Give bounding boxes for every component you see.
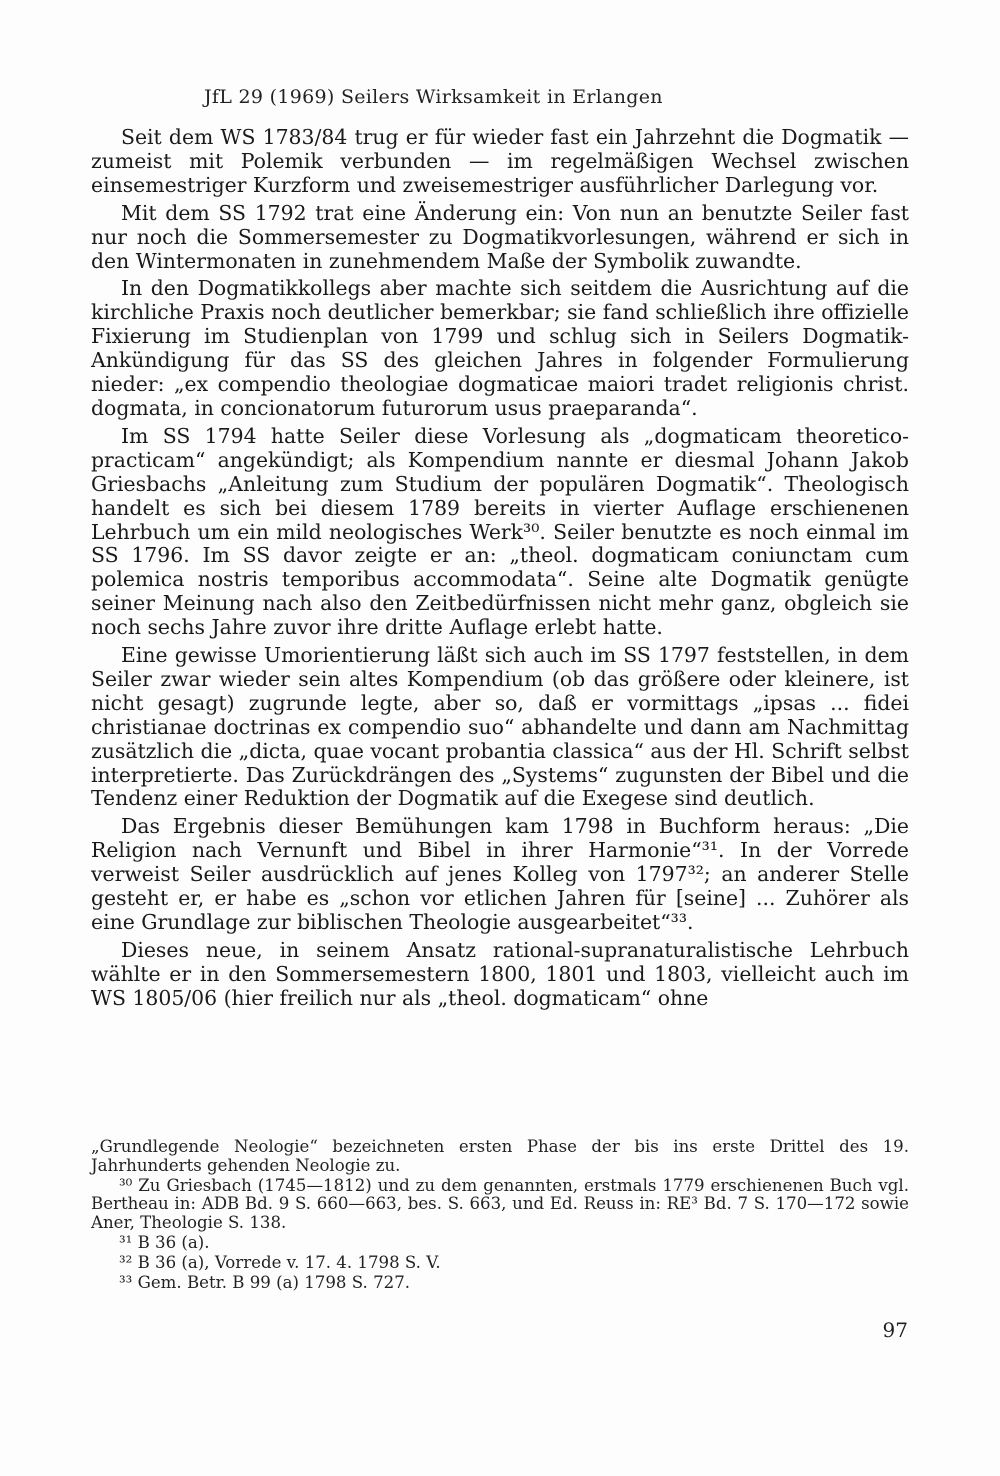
paragraph: Seit dem WS 1783/84 trug er für wieder fast ein Jahrzehnt die Dogmatik — zumeist mit Polemik verbunden — im regelmäßigen Wechsel zwischen einsemestriger Kurzform und zweisemestriger ausführlicher Darlegung vor. <box>91 125 909 197</box>
footnote-31: ³¹ B 36 (a). <box>119 1232 210 1252</box>
footnote-33: ³³ Gem. Betr. B 99 (a) 1798 S. 727. <box>119 1272 411 1292</box>
paragraph: Das Ergebnis dieser Bemühungen kam 1798 in Buchform heraus: „Die Religion nach Vernunft und Bibel in ihrer Harmonie“³¹. In der Vorrede verweist Seiler ausdrücklich auf jenes Kolleg von 1797³²; an anderer Stelle gesteht er, er habe es „schon vor etlichen Jahren für [seine] ... Zuhörer als eine Grundlage zur biblischen Theologie ausgearbeitet“³³. <box>91 814 909 934</box>
paragraph: In den Dogmatikkollegs aber machte sich seitdem die Ausrichtung auf die kirchliche Praxis noch deutlicher bemerkbar; sie fand schließlich ihre offizielle Fixierung im Studienplan von 1799 und schlug sich in Seilers Dogmatik-Ankündigung für das SS des gleichen Jahres in folgender Formulierung nieder: „ex compendio theologiae dogmaticae maiori tradet religionis christ. dogmata, in concionatorum futurorum usus praeparanda“. <box>91 276 909 420</box>
footnote-32: ³² B 36 (a), Vorrede v. 17. 4. 1798 S. V. <box>119 1252 441 1272</box>
body-text <box>91 126 909 1015</box>
running-head: JfL 29 (1969) Seilers Wirksamkeit in Erlangen <box>204 86 663 108</box>
paragraph: Im SS 1794 hatte Seiler diese Vorlesung als „dogmaticam theoretico-practicam“ angekündigt; als Kompendium nannte er diesmal Johann Jakob Griesbachs „Anleitung zum Studium der populären Dogmatik“. Theologisch handelt es sich bei diesem 1789 bereits in vierter Auflage erschienenen Lehrbuch um ein mild neologisches Werk³⁰. Seiler benutzte es noch einmal im SS 1796. Im SS davor zeigte er an: „theol. dogmaticam coniunctam cum polemica nostris temporibus accommodata“. Seine alte Dogmatik genügte seiner Meinung nach also den Zeitbedürfnissen nicht mehr ganz, obgleich sie noch sechs Jahre zuvor ihre dritte Auflage erlebt hatte. <box>91 423 909 640</box>
page-number: 97 <box>882 1318 908 1342</box>
paragraph: Mit dem SS 1792 trat eine Änderung ein: Von nun an benutzte Seiler fast nur noch die Sommersemester zu Dogmatikvorlesungen, während er sich in den Wintermonaten in zunehmendem Maße der Symbolik zuwandte. <box>91 200 909 273</box>
footnote-continuation: „Grundlegende Neologie“ bezeichneten ersten Phase der bis ins erste Drittel des 19. Jahrhunderts gehenden Neologie zu. <box>91 1137 909 1175</box>
footnote-30: ³⁰ Zu Griesbach (1745—1812) und zu dem genannten, erstmals 1779 erschienenen Buch vgl. Bertheau in: ADB Bd. 9 S. 660—663, bes. S. 663, und Ed. Reuss in: RE³ Bd. 7 S. 170—172 sowie Aner, Theologie S. 138. <box>91 1175 909 1233</box>
paragraph: Dieses neue, in seinem Ansatz rational-supranaturalistische Lehrbuch wählte er in den Sommersemestern 1800, 1801 und 1803, vielleicht auch im WS 1805/06 (hier freilich nur als „theol. dogmaticam“ ohne <box>91 937 909 1010</box>
paragraph: Eine gewisse Umorientierung läßt sich auch im SS 1797 feststellen, in dem Seiler zwar wieder sein altes Kompendium (ob das größere oder kleinere, ist nicht gesagt) zugrunde legte, aber so, daß er vormittags „ipsas ... fidei christianae doctrinas ex compendio suo“ abhandelte und dann am Nachmittag zusätzlich die „dicta, quae vocant probantia classica“ aus der Hl. Schrift selbst interpretierte. Das Zurückdrängen des „Systems“ zugunsten der Bibel und die Tendenz einer Reduktion der Dogmatik auf die Exegese sind deutlich. <box>91 643 910 811</box>
footnotes <box>91 1138 909 1293</box>
